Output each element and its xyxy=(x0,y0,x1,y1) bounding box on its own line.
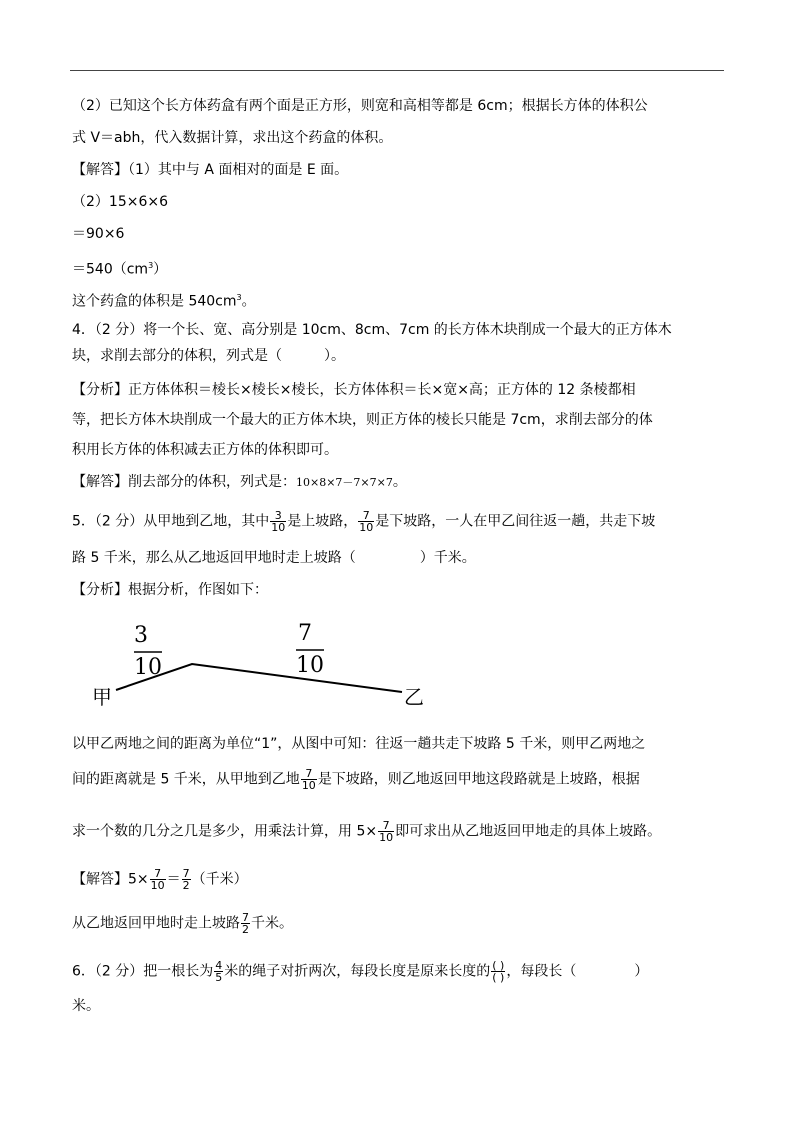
slope-diagram xyxy=(0,610,794,720)
text-line: （2）15×6×6 xyxy=(72,194,168,210)
answer-line: 【解答】5× $\frac{7}{10}$ ＝ $\frac{7}{2}$ （千米） xyxy=(72,867,248,892)
analysis-line: 【分析】根据分析，作图如下： xyxy=(72,582,268,598)
question-5-line2: 路 5 千米，那么从乙地返回甲地时走上坡路（ ）千米。 xyxy=(72,550,476,566)
fraction: $\frac{3}{10}$ xyxy=(271,509,286,534)
text-line: $=540(cm^3)$ xyxy=(72,261,168,278)
question-4-line2: 块，求削去部分的体积，列式是（ ）。 xyxy=(72,348,345,364)
fraction: $\frac{7}{10}$ xyxy=(359,509,374,534)
question-4: 4．（2 分）将一个长、宽、高分别是 10cm、8cm、7cm 的长方体木块削成一个最大的正方体木 xyxy=(72,322,672,338)
fraction: $\frac{7}{10}$ xyxy=(150,867,165,892)
text-line: 间的距离就是 5 千米，从甲地到乙地 $\frac{7}{10}$ 是下坡路，则乙地返回甲地这段路就是上坡路，根据 xyxy=(72,767,640,792)
fraction: $\frac{7}{10}$ xyxy=(379,819,394,844)
fraction: $\frac{7}{2}$ xyxy=(242,911,249,936)
fraction: $\frac{7}{10}$ xyxy=(301,767,316,792)
start-label: 甲 xyxy=(92,685,112,709)
analysis-line: 【分析】正方体体积＝棱长×棱长×棱长，长方体体积＝长×宽×高；正方体的 12 条棱都相 xyxy=(72,382,636,398)
text-line: 求一个数的几分之几是多少，用乘法计算，用 5× $\frac{7}{10}$ 即可求出从乙地返回甲地走的具体上坡路。 xyxy=(72,819,662,844)
answer-tag: 【解答】 xyxy=(72,474,128,490)
answer-tag: 【解答】 xyxy=(72,871,128,888)
answer-line: 【解答】削去部分的体积，列式是：10×8×7－7×7×7。 xyxy=(72,474,407,490)
question-5: 5．（2 分）从甲地到乙地，其中 $\frac{3}{10}$ 是上坡路， $\frac{7}{10}$ 是下坡路，一人在甲乙间往返一趟，共走下坡 xyxy=(72,509,656,534)
formula: 10×8×7－7×7×7 xyxy=(296,476,393,489)
text-line: （2）已知这个长方体药盒有两个面是正方形，则宽和高相等都是 6cm；根据长方体的体积公 xyxy=(72,98,648,114)
answer-line: 【解答】（1）其中与 A 面相对的面是 E 面。 xyxy=(72,162,349,178)
up-fraction-den: 10 xyxy=(134,655,162,680)
text-line: 米。 xyxy=(72,998,100,1014)
text-line: 式 V＝abh，代入数据计算，求出这个药盒的体积。 xyxy=(72,130,393,146)
blank-fraction[interactable]: ( ) ( ) xyxy=(492,959,505,984)
header-rule xyxy=(70,70,724,71)
analysis-tag: 【分析】 xyxy=(72,382,128,398)
up-fraction-num: 3 xyxy=(134,623,148,648)
text-line: 积用长方体的体积减去正方体的体积即可。 xyxy=(72,442,338,458)
question-6: 6．（2 分）把一根长为 $\frac{4}{5}$ 米的绳子对折两次，每段长度是原来长度的 ( ) ( ) ，每段长（ ） xyxy=(72,959,649,984)
answer-tag: 【解答】 xyxy=(72,162,128,178)
end-label: 乙 xyxy=(404,685,424,709)
text-line: ＝90×6 xyxy=(72,226,125,242)
down-fraction-num: 7 xyxy=(298,621,312,646)
text-line: 这个药盒的体积是 $540cm^3$。 xyxy=(72,293,256,310)
down-fraction-den: 10 xyxy=(296,653,324,678)
analysis-tag: 【分析】 xyxy=(72,582,128,598)
text-line: 从乙地返回甲地时走上坡路 $\frac{7}{2}$ 千米。 xyxy=(72,911,293,936)
text-line: 以甲乙两地之间的距离为单位“1”，从图中可知：往返一趟共走下坡路 5 千米，则甲乙两地之 xyxy=(72,736,646,752)
text-line: 等，把长方体木块削成一个最大的正方体木块，则正方体的棱长只能是 7cm，求削去部分的体 xyxy=(72,412,653,428)
fraction: $\frac{4}{5}$ xyxy=(215,959,223,984)
fraction: $\frac{7}{2}$ xyxy=(182,867,190,892)
